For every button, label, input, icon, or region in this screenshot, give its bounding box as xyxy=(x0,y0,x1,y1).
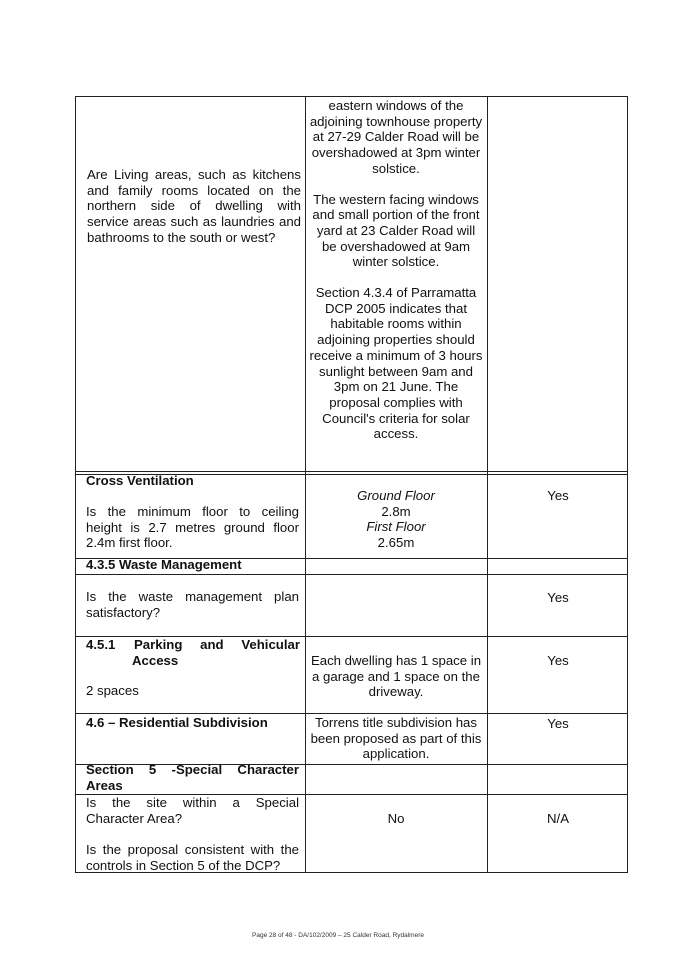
row-divider xyxy=(76,713,627,714)
response-paragraph: Section 4.3.4 of Parramatta DCP 2005 indicates that habitable rooms within adjoining properties should receive a minimum of 3 hours sunlight between 9am and 3pm on 21 June. The proposal complies with Council's criteria for solar access. xyxy=(309,285,483,442)
waste-management-question: Is the waste management plan satisfactory? xyxy=(86,589,299,620)
ceiling-height-question: Is the minimum floor to ceiling height is 2.7 metres ground floor 2.4m first floor. xyxy=(86,504,299,551)
subdivision-response: Torrens title subdivision has been proposed as part of this application. xyxy=(310,715,482,762)
ground-floor-label: Ground Floor xyxy=(357,488,435,503)
cross-ventilation-compliance: Yes xyxy=(547,488,569,503)
special-character-question: Is the site within a Special Character Area? xyxy=(86,795,299,826)
special-character-response: No xyxy=(387,811,405,826)
special-character-heading: Section 5 -Special Character Areas xyxy=(86,762,299,793)
column-divider xyxy=(487,97,488,872)
row-divider xyxy=(76,574,627,575)
first-floor-value: 2.65m xyxy=(377,535,415,551)
living-areas-response xyxy=(309,98,483,442)
parking-heading-title: Parking and Vehicular xyxy=(134,637,300,652)
subdivision-heading: 4.6 – Residential Subdivision xyxy=(86,715,268,730)
assessment-table xyxy=(75,96,628,873)
living-areas-question: Are Living areas, such as kitchens and family rooms located on the northern side of dwelling with service areas such as laundries and bathrooms to the south or west? xyxy=(87,167,301,245)
ground-floor-value: 2.8m xyxy=(381,503,411,519)
row-divider xyxy=(76,471,627,472)
response-paragraph: eastern windows of the adjoining townhouse property at 27-29 Calder Road will be overshadowed at 3pm winter solstice. xyxy=(309,98,483,176)
first-floor-label: First Floor xyxy=(366,519,426,535)
special-character-compliance: N/A xyxy=(547,811,569,826)
parking-heading-number: 4.5.1 xyxy=(86,637,116,652)
floor-heights-response xyxy=(309,488,483,551)
parking-response: Each dwelling has 1 space in a garage and 1 space on the driveway. xyxy=(310,653,482,700)
waste-management-compliance: Yes xyxy=(547,590,569,605)
response-paragraph: The western facing windows and small portion of the front yard at 23 Calder Road will be overshadowed at 9am winter solstice. xyxy=(312,191,480,270)
waste-management-heading: 4.3.5 Waste Management xyxy=(86,557,242,572)
subdivision-compliance: Yes xyxy=(547,716,569,731)
parking-compliance: Yes xyxy=(547,653,569,668)
parking-question: 2 spaces xyxy=(86,683,139,698)
parking-heading xyxy=(86,637,300,668)
dcp-consistency-question: Is the proposal consistent with the controls in Section 5 of the DCP? xyxy=(86,842,299,873)
column-divider xyxy=(305,97,306,872)
page-footer: Page 28 of 48 - DA/102/2009 – 25 Calder Road, Rydalmere xyxy=(252,932,424,939)
cross-ventilation-heading: Cross Ventilation xyxy=(86,473,194,488)
parking-heading-continued: Access xyxy=(132,652,179,668)
